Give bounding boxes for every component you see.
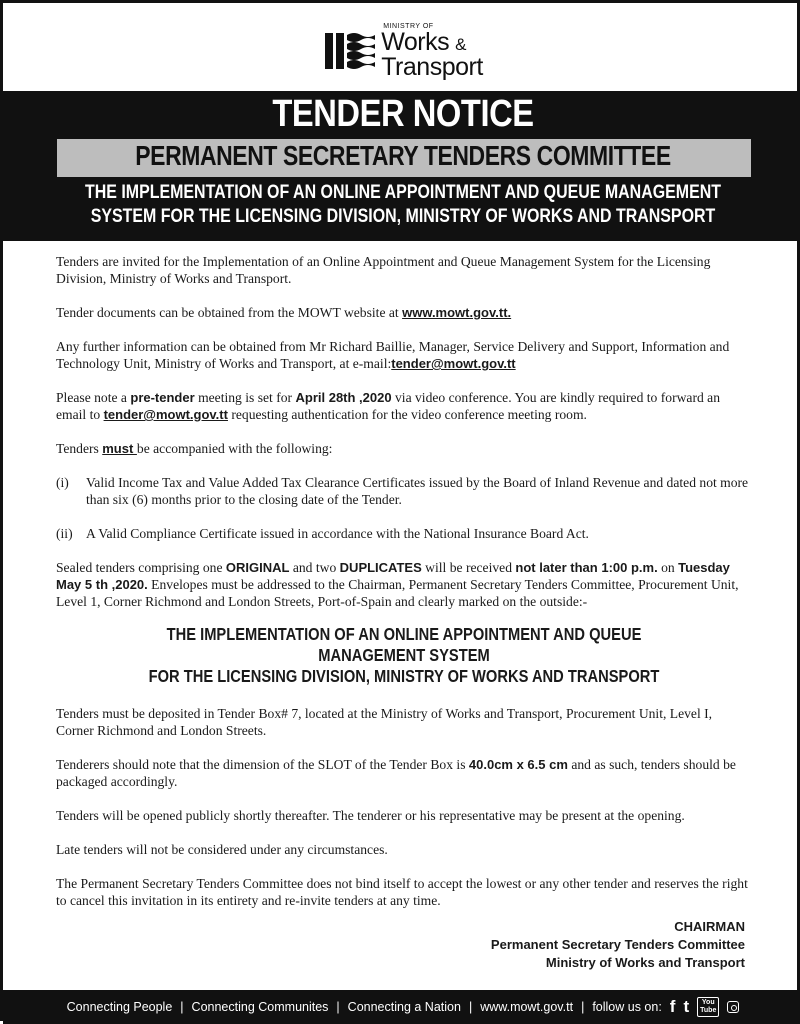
footer-separator: | (581, 1000, 585, 1014)
youtube-icon-bottom: Tube (700, 1007, 717, 1014)
list-item-number: (ii) (56, 526, 73, 541)
requirements-text-a: Tenders (56, 441, 103, 456)
committee-title: PERMANENT SECRETARY TENDERS COMMITTEE (135, 140, 671, 171)
paragraph-slot-dimension (56, 756, 752, 790)
pre-tender-date: April 28th ,2020 (295, 390, 392, 405)
requirements-must: must (102, 441, 137, 456)
youtube-icon[interactable] (697, 997, 719, 1017)
website-link[interactable]: www.mowt.gov.tt. (402, 305, 512, 320)
facebook-icon[interactable]: f (669, 997, 676, 1016)
submission-text-a: Sealed tenders comprising one (56, 560, 226, 575)
paragraph-tender-box: Tenders must be deposited in Tender Box# 7, located at the Ministry of Works and Transport, Procurement Unit, Level I, Corner Richmond and London Streets. (56, 706, 713, 738)
logo-ministry-of: MINISTRY OF (383, 22, 434, 30)
ministry-logo (3, 15, 800, 87)
pre-tender-text-a: Please note a (56, 390, 131, 405)
paragraph-invitation: Tenders are invited for the Implementation of an Online Appointment and Queue Management System for the Licensing Division, Ministry of Works and Transport. (56, 254, 711, 286)
logo-works: Works (381, 27, 450, 56)
submission-text-d: on (657, 560, 679, 575)
footer-connecting-communities: Connecting Communites (191, 1000, 329, 1014)
pre-tender-text-f: requesting authentication for the video conference meeting room. (227, 407, 587, 422)
paragraph-opening: Tenders will be opened publicly shortly thereafter. The tenderer or his representative may be present at the opening. (56, 808, 685, 823)
paragraph-requirements (56, 440, 752, 457)
pre-tender-text-c: meeting is set for (194, 390, 296, 405)
footer-bar (3, 990, 800, 1024)
submission-original: ORIGINAL (225, 560, 290, 575)
signature-block (491, 918, 745, 972)
signature-committee: Permanent Secretary Tenders Committee (490, 937, 745, 952)
instagram-icon[interactable] (727, 1001, 739, 1013)
slot-dimension: 40.0cm x 6.5 cm (468, 757, 568, 772)
slot-text-a: Tenderers should note that the dimension of the SLOT of the Tender Box is (56, 757, 469, 772)
list-item-text: Valid Income Tax and Value Added Tax Clearance Certificates issued by the Board of Inland Revenue and dated not more than six (6) months prior to the closing date of the Tender. (86, 475, 749, 507)
paragraph-disclaimer: The Permanent Secretary Tenders Committee does not bind itself to accept the lowest or any other tender and reserves the right to cancel this invitation in its entirety and re-invite tenders at any time. (56, 876, 748, 908)
footer-connecting-nation: Connecting a Nation (347, 1000, 461, 1014)
paragraph-pre-tender (56, 389, 752, 423)
envelope-heading-line-2: FOR THE LICENSING DIVISION, MINISTRY OF WORKS AND TRANSPORT (148, 666, 660, 686)
submission-deadline-time: not later than 1:00 p.m. (515, 560, 658, 575)
footer-website-link[interactable]: www.mowt.gov.tt (480, 1000, 574, 1014)
paragraph-late-tenders: Late tenders will not be considered under any circumstances. (56, 842, 388, 857)
list-item-text: A Valid Compliance Certificate issued in accordance with the National Insurance Board Act. (86, 526, 589, 541)
logo-ampersand: & (455, 34, 466, 54)
page-title: TENDER NOTICE (272, 93, 534, 135)
pre-tender-email-link[interactable]: tender@mowt.gov.tt (103, 407, 228, 422)
paragraph-documents (56, 304, 752, 321)
submission-text-e: Envelopes must be addressed to the Chairman, Permanent Secretary Tenders Committee, Procurement Unit, Level 1, Corner Richmond and London Streets, Port-of-Spain and clearly marked on the outside:- (56, 577, 739, 609)
footer-separator: | (468, 1000, 473, 1014)
twitter-icon[interactable]: t (683, 997, 690, 1016)
envelope-marking-heading (112, 624, 697, 687)
youtube-icon-top: You (701, 999, 715, 1006)
waves-logo-icon (323, 29, 375, 73)
footer-separator: | (180, 1000, 184, 1014)
logo-transport: Transport (381, 52, 483, 81)
subject-line-1: THE IMPLEMENTATION OF AN ONLINE APPOINTMENT AND QUEUE MANAGEMENT (84, 182, 722, 203)
submission-text-b: and two (289, 560, 340, 575)
list-item-number: (i) (56, 475, 69, 490)
submission-deadline-date: Tuesday May 5 th ,2020. (56, 560, 730, 592)
paragraph-further-info (56, 338, 752, 372)
subject-line-2: SYSTEM FOR THE LICENSING DIVISION, MINISTRY OF WORKS AND TRANSPORT (90, 206, 716, 227)
paragraph-submission (56, 559, 752, 610)
social-links (670, 997, 740, 1017)
notice-body (56, 253, 752, 926)
contact-email-link[interactable]: tender@mowt.gov.tt (391, 356, 516, 371)
documents-text: Tender documents can be obtained from the MOWT website at (56, 305, 403, 320)
further-info-text: Any further information can be obtained from Mr Richard Baillie, Manager, Service Delivery and Support, Information and Technology Unit, Ministry of Works and Transport, at e-mail: (56, 339, 730, 371)
footer-connecting-people: Connecting People (66, 1000, 173, 1014)
footer-separator: | (336, 1000, 340, 1014)
pre-tender-text-e: via video conference. You are kindly required to forward an email to (56, 390, 720, 422)
submission-text-c: will be received (421, 560, 516, 575)
footer-follow-us: follow us on: (592, 1000, 662, 1014)
pre-tender-keyword: pre-tender (130, 390, 195, 405)
submission-duplicates: DUPLICATES (339, 560, 422, 575)
slot-text-b: and as such, tenders should be packaged accordingly. (56, 757, 736, 789)
signature-ministry: Ministry of Works and Transport (545, 955, 745, 970)
tender-subject (67, 181, 739, 229)
envelope-heading-line-1: THE IMPLEMENTATION OF AN ONLINE APPOINTMENT AND QUEUE MANAGEMENT SYSTEM (166, 624, 642, 665)
list-item (56, 525, 752, 542)
list-item (56, 474, 752, 508)
requirements-text-b: be accompanied with the following: (136, 441, 333, 456)
signature-chairman: CHAIRMAN (674, 919, 745, 934)
